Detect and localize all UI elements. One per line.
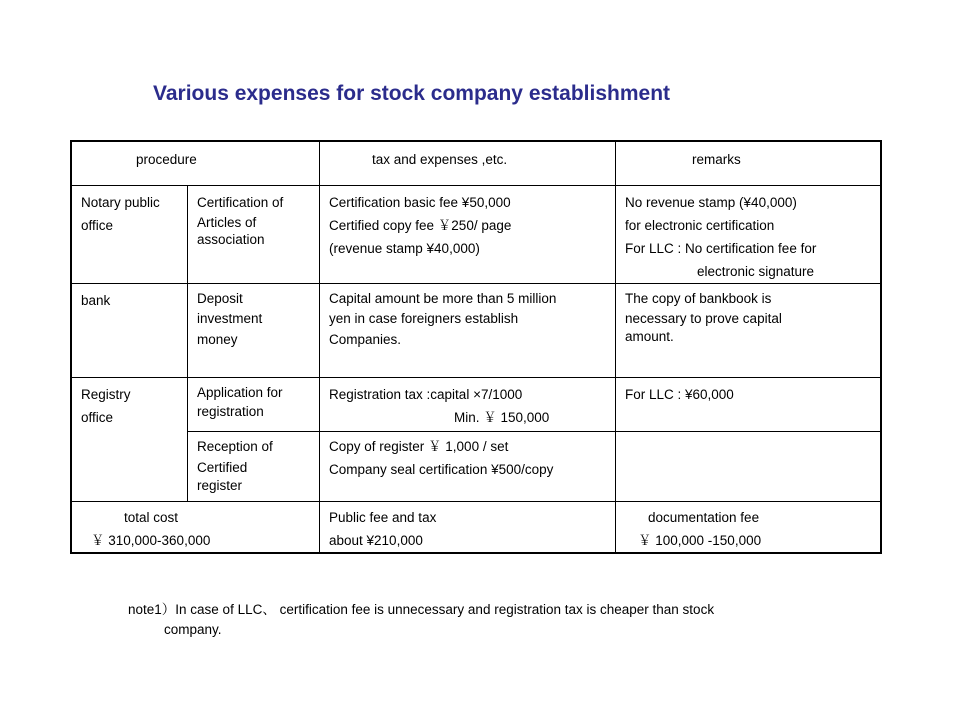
notary-place [81,191,160,237]
footnote-line: company. [164,622,222,637]
bank-tax-line: yen in case foreigners establish [329,311,519,326]
public-fee-value: about ¥210,000 [329,533,423,548]
bank-item [197,289,262,351]
registry-reception-line: register [197,478,243,493]
registry-reception-tax-line: Copy of register ￥ 1,000 / set [329,439,509,454]
notary-remarks [625,191,816,283]
registry-place-line: Registry [81,387,131,402]
col-divider [319,142,320,552]
footnote [128,600,848,640]
bank-tax-line: Capital amount be more than 5 million [329,291,557,306]
row-divider [72,185,880,186]
page-title: Various expenses for stock company establishment [153,82,671,105]
notary-tax-line: Certified copy fee ￥250/ page [329,218,512,233]
registry-application-line: registration [197,404,264,419]
total-cost-label: total cost [124,510,179,525]
bank-remarks-line: The copy of bankbook is [625,291,772,306]
bank-remarks-line: amount. [625,329,674,344]
header-procedure: procedure [136,152,197,167]
bank-item-line: investment [197,311,263,326]
registry-tax-line: Min. ￥ 150,000 [454,410,550,425]
bank-item-line: Deposit [197,291,243,306]
public-fee-label: Public fee and tax [329,510,437,525]
col-divider [187,185,188,501]
notary-place-line: office [81,218,114,233]
bank-remarks [625,289,782,345]
registry-application-item [197,383,283,420]
registry-application-line: Application for [197,385,283,400]
header-tax-expenses: tax and expenses ,etc. [372,152,508,167]
notary-tax [329,191,511,260]
bank-item-line: money [197,332,238,347]
notary-place-line: Notary public [81,195,160,210]
row-divider [72,501,880,502]
footnote-line: note1）In case of LLC、 certification fee is unnecessary and registration tax is cheaper than stock [128,602,715,617]
registry-reception-tax-line: Company seal certification ¥500/copy [329,462,554,477]
registry-application-tax [329,383,549,429]
registry-reception-line: Reception of [197,439,273,454]
row-divider [187,431,880,432]
registry-place [81,383,131,429]
bank-tax [329,289,556,351]
notary-tax-line: Certification basic fee ¥50,000 [329,195,511,210]
documentation-fee [638,506,761,552]
col-divider [615,142,616,552]
row-divider [72,377,880,378]
notary-remarks-line: For LLC : No certification fee for [625,241,817,256]
registry-tax-line: Registration tax :capital ×7/1000 [329,387,523,402]
public-fee [329,506,436,552]
notary-item-line: association [197,232,265,247]
expenses-table [70,140,882,554]
notary-item-line: Articles of [197,215,257,230]
documentation-fee-label: documentation fee [648,510,760,525]
notary-item-line: Certification of [197,195,284,210]
notary-remarks-line: for electronic certification [625,218,775,233]
bank-remarks-line: necessary to prove capital [625,311,782,326]
registry-reception-line: Certified [197,460,248,475]
row-divider [72,283,880,284]
total-cost-value: ￥ 310,000-360,000 [91,533,211,548]
documentation-fee-value: ￥ 100,000 -150,000 [638,533,762,548]
notary-item [197,191,283,248]
header-remarks: remarks [692,152,741,167]
notary-tax-line: (revenue stamp ¥40,000) [329,241,480,256]
registry-place-line: office [81,410,114,425]
notary-remarks-line: electronic signature [697,264,815,279]
registry-reception-tax [329,435,553,481]
registry-reception-item [197,435,273,494]
registry-application-remarks: For LLC : ¥60,000 [625,387,734,402]
notary-remarks-line: No revenue stamp (¥40,000) [625,195,797,210]
total-cost [81,506,210,552]
bank-place: bank [81,293,111,308]
bank-tax-line: Companies. [329,332,402,347]
